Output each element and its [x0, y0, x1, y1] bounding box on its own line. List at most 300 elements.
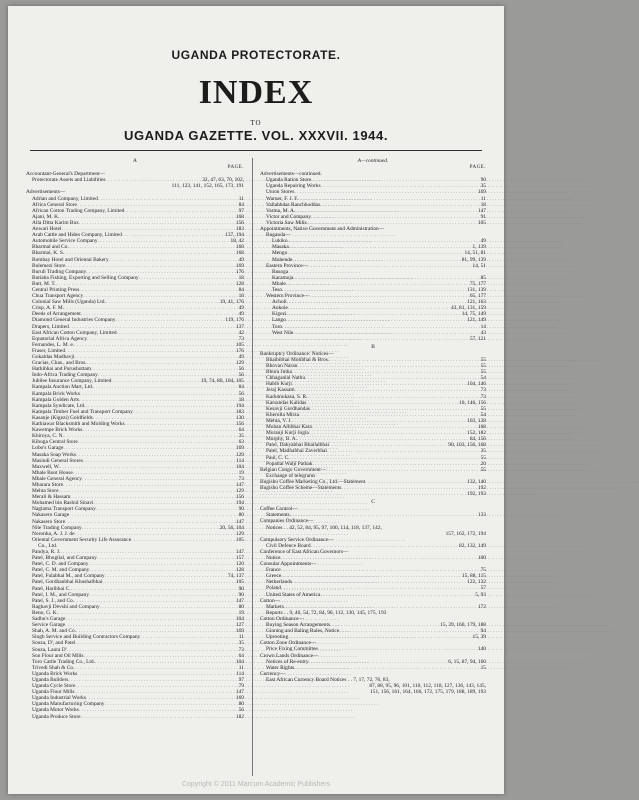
entry-title: Shah, A. M. and Co. — [32, 628, 77, 635]
entry-title: Uganda Flour Mills — [32, 689, 75, 696]
entry-title: Consular Appointments— — [260, 561, 317, 568]
index-entry — [260, 336, 486, 342]
entry-pages: 56 — [238, 707, 244, 714]
entry-title: Deeds of Arrangement — [32, 311, 81, 318]
entry-title: Victor and Company — [266, 213, 311, 220]
entry-title: Mbale — [272, 280, 286, 287]
entry-pages: 120 — [235, 561, 244, 568]
entry-title: Exchange of telegrams — [266, 472, 316, 479]
entry-pages: 157 — [235, 555, 244, 562]
entry-title: Butt, M. T. — [32, 280, 56, 287]
entry-title: Mbale Boot House — [32, 469, 73, 476]
entry-title: Habib Kurji — [266, 381, 292, 388]
entry-pages: 82, 132, 149 — [459, 542, 486, 549]
entry-title: Hathibhai and Purushottam — [32, 366, 91, 373]
entry-pages: 49 — [238, 256, 244, 263]
entry-pages: 168 — [235, 244, 244, 251]
entry-pages: 19, 41, 176 — [219, 299, 244, 306]
entry-pages: 90 — [480, 177, 486, 184]
entry-title: Indo-Africa Trading Company — [32, 372, 98, 379]
entry-pages: 91 — [480, 213, 486, 220]
entry-pages: 157, 162, 172, 194 — [445, 530, 486, 537]
entry-pages: 73 — [238, 646, 244, 653]
entry-title: Reports . . 9, 40, 54, 72, 84, 96, 112, 130, 145, 175, 193 — [266, 609, 387, 616]
entry-title: Jubilee Insurance Company, Limited — [32, 378, 112, 385]
section-letter: B — [371, 343, 375, 350]
entry-pages: 169 — [235, 628, 244, 635]
entry-title: African Cotton Trading Company, Limited — [32, 207, 125, 214]
entry-title: Karamoja — [272, 274, 294, 281]
entry-pages: 42 — [238, 329, 244, 336]
entry-title: Sadhu's Garage — [32, 616, 66, 623]
entry-title: Chhaganlal Nathu — [266, 375, 306, 382]
entry-title: Advertisements—continued. — [260, 171, 322, 178]
entry-pages: 90 — [238, 506, 244, 513]
entry-title: Oriental Government Security Life Assurance — [32, 536, 132, 543]
entry-pages: 129 — [235, 488, 244, 495]
entry-pages: 169 — [235, 695, 244, 702]
entry-title: Patel, Bhogilal, and Company — [32, 555, 97, 562]
entry-title: Uganda Brick Works — [32, 670, 78, 677]
entry-pages: 121, 149 — [467, 317, 486, 324]
entry-title: Patel, Madhabhai Zaverbhai — [266, 448, 327, 455]
entry-title: Civil Defence Board — [266, 542, 311, 549]
entry-pages: 156 — [235, 494, 244, 501]
entry-title: Toro — [272, 323, 283, 330]
entry-title: Bharmal and Co. — [32, 244, 69, 251]
entry-title: Ankole — [272, 305, 288, 312]
entry-title: Noronha, A. J. J. de — [32, 530, 75, 537]
entry-pages: 14, 51 — [472, 262, 486, 269]
entry-pages: 84 — [238, 286, 244, 293]
entry-pages: 14, 51, 81 — [464, 250, 486, 257]
entry-title: Buruli Trading Company — [32, 268, 87, 275]
entry-pages: 169 — [235, 445, 244, 452]
entry-pages: 114 — [236, 457, 244, 464]
entry-title: Mbarara Store — [32, 481, 63, 488]
entry-title: Mubende — [272, 256, 293, 263]
entry-pages: 54 — [480, 411, 486, 418]
entry-pages: 5, 93 — [475, 591, 486, 598]
entry-pages: 129 — [235, 360, 244, 367]
entry-title: Souza, D', and Patel — [32, 640, 76, 647]
entry-title: Accountant-General's Department— — [26, 171, 105, 178]
entry-pages: 105 — [477, 219, 486, 226]
entry-title: Gracias, Chas., and Bros. — [32, 360, 87, 367]
entry-pages: 97 — [238, 676, 244, 683]
dot-leader — [131, 537, 235, 543]
entry-pages: 20, 56, 104 — [219, 524, 244, 531]
entry-title: Patel, S. J., and Co. — [32, 597, 75, 604]
entry-title: Vallabhdas Ranchhoddas — [266, 201, 321, 208]
entry-title: Advertisements— — [26, 189, 66, 196]
entry-pages: 15, 88, 115 — [461, 573, 486, 580]
entry-pages: 18 — [238, 293, 244, 300]
entry-title: Central Printing Press — [32, 286, 80, 293]
entry-title: Varma, M. A. — [266, 207, 296, 214]
entry-pages: 56 — [238, 390, 244, 397]
entry-pages: 147 — [235, 597, 244, 604]
entry-title: Kathiawar Blacksmith and Molding Works — [32, 421, 125, 428]
entry-pages: 54 — [480, 375, 486, 382]
entry-pages: 152, 182 — [467, 430, 486, 437]
entry-title: Naglama Transport Company — [32, 506, 96, 513]
entry-title: Crisp, A. F. M. — [32, 305, 65, 312]
entry-pages: 104 — [235, 658, 244, 665]
entry-title: Cotton— — [260, 597, 281, 604]
gazette-heading: UGANDA GAZETTE. VOL. XXXVII. 1944. — [123, 128, 389, 143]
entry-pages: 75, 177 — [469, 280, 486, 287]
column-divider — [252, 158, 253, 776]
entry-title: Cotton Ordinance— — [260, 615, 304, 622]
entry-title: Co., Ltd. — [38, 542, 58, 549]
entry-title: Kigezi — [272, 311, 287, 318]
entry-pages: 137 — [235, 323, 244, 330]
entry-title: Automobile Service Company — [32, 238, 98, 245]
entry-title: East African Cotton Company, Limited — [32, 329, 117, 336]
entry-pages: 18, 42 — [230, 238, 244, 245]
entry-title: Butiaba Fishing, Exporting and Selling Company — [32, 274, 139, 281]
entry-pages: 192 — [477, 484, 486, 491]
entry-title: Buganda— — [266, 232, 291, 239]
entry-title: Colonial Saw Mills (Uganda) Ltd. — [32, 299, 106, 306]
to-label: TO — [250, 119, 262, 127]
entry-title: Teso — [272, 286, 283, 293]
entry-title: Masaka — [272, 244, 289, 251]
entry-title: Singh Service and Building Contractors Company — [32, 634, 141, 641]
entry-pages: 49 — [480, 238, 486, 245]
entry-title: Trivedi Shah & Co. — [32, 664, 75, 671]
entry-title: Protectorate Assets and Liabilities — [32, 177, 106, 184]
entry-title: Lobo's Garage — [32, 445, 64, 452]
entry-title: Lango — [272, 317, 286, 324]
entry-pages: 64 — [238, 427, 244, 434]
entry-pages: 168 — [477, 424, 486, 431]
entry-title: Uganda Produce Store — [32, 713, 81, 720]
entry-pages: 127 — [235, 622, 244, 629]
entry-pages: 90 — [238, 591, 244, 598]
dot-leader — [260, 491, 466, 497]
entry-pages: 19, 74, 80, 104, 105 — [200, 378, 244, 385]
dot-leader — [272, 336, 469, 342]
entry-title: Kadumukasa, S. R. — [266, 393, 308, 400]
entry-pages: 74, 137 — [227, 573, 244, 580]
entry-pages: 122, 132 — [467, 579, 486, 586]
entry-pages: 15, 39, 160, 179, 188 — [440, 622, 486, 629]
entry-title: Patel, Gordhanbhai Khushalbhai — [32, 579, 103, 586]
entry-title: Mbale General Agency — [32, 475, 82, 482]
entry-pages: 63 — [238, 439, 244, 446]
entry-title: Service Garage — [32, 622, 66, 629]
entry-pages: 55 — [480, 363, 486, 370]
entry-pages: 183 — [235, 226, 244, 233]
entry-pages: 172 — [477, 603, 486, 610]
entry-title: Uprooting — [266, 634, 289, 641]
entry-pages: 194 — [235, 402, 244, 409]
entry-title: Moranji Kurji Jogia — [266, 430, 309, 437]
entry-pages: 79 — [238, 683, 244, 690]
entry-pages: 55 — [480, 405, 486, 412]
entry-pages: 43 — [480, 329, 486, 336]
index-entry — [26, 537, 244, 543]
entry-pages: 140 — [477, 646, 486, 653]
entry-title: Masindi General Stores — [32, 457, 83, 464]
entry-title: Water Rights — [266, 664, 295, 671]
entry-title: Patel, Haribhai C. — [32, 585, 71, 592]
entry-pages: 87, 88, 95, 96, 101, 110, 112, 118, 127, 136, 143, 145, — [369, 682, 486, 689]
entry-title: Notice — [266, 555, 281, 561]
entry-pages: 85 — [480, 274, 486, 281]
entry-title: Toro Cattle Trading Co., Ltd. — [32, 658, 95, 665]
entry-pages: 147 — [235, 549, 244, 555]
entry-title: Gokaldas Madhavji — [32, 354, 75, 360]
entry-title: Mehta Store — [32, 488, 59, 495]
entry-pages: 18 — [480, 201, 486, 208]
entry-pages: 84 — [238, 384, 244, 391]
entry-pages: 131, 139 — [467, 286, 486, 293]
entry-pages: 55 — [480, 369, 486, 376]
entry-title: Markets — [266, 603, 284, 610]
entry-pages: 80 — [238, 701, 244, 708]
entry-title: United States of America — [266, 591, 321, 598]
entry-title: Mengo — [272, 250, 288, 257]
entry-title: Uganda Repairing Works — [266, 183, 321, 190]
entry-pages: 128 — [235, 567, 244, 574]
entry-title: Bhaibibhai Motibhai & Bros. — [266, 357, 330, 363]
protectorate-heading: UGANDA PROTECTORATE. — [171, 48, 341, 62]
entry-pages: 64 — [238, 652, 244, 659]
entry-title: Poland — [266, 585, 281, 592]
entry-pages: 18 — [238, 396, 244, 403]
index-title: INDEX — [198, 74, 314, 111]
entry-title: Popatlal Walji Pathak — [266, 460, 313, 467]
entry-title: Sun Flour and Oil Mills — [32, 652, 84, 659]
entry-title: Paul, C. C. — [266, 454, 290, 461]
entry-title: Greece — [266, 573, 282, 580]
entry-pages: 73 — [480, 393, 486, 400]
entry-title: Bombay Hotel and Oriental Bakery — [32, 256, 109, 263]
entry-pages: 49 — [238, 305, 244, 312]
section-letter: A — [133, 158, 137, 164]
entry-title: Bharmal, K. S. — [32, 250, 65, 257]
entry-pages: 55 — [480, 357, 486, 363]
entry-title: Arab Cattle and Hides Company, Limited — [32, 232, 122, 239]
entry-title: Bhura Jutha — [266, 369, 292, 376]
dot-leader — [318, 646, 477, 652]
entry-title: Patel, C. D. and Company — [32, 561, 89, 568]
entry-pages: 1, 139 — [472, 244, 486, 251]
entry-title: Pandya, R. J. — [32, 549, 61, 555]
entry-pages: 10, 146, 156 — [459, 399, 486, 406]
entry-pages: 133 — [477, 512, 486, 519]
entry-title: Fernandes, L. M. e. — [32, 341, 75, 348]
entry-pages: 182 — [235, 713, 244, 720]
entry-pages: 73 — [238, 335, 244, 342]
entry-pages: 35 — [238, 433, 244, 440]
entry-pages: 55 — [480, 466, 486, 473]
entry-pages: 20 — [480, 460, 486, 467]
entry-pages: 57 — [480, 585, 486, 592]
entry-title: Patel, Dahyabhai Bhailalbhai — [266, 442, 330, 449]
entry-pages: 6, 15, 87, 94, 160 — [448, 658, 486, 665]
index-entry — [260, 592, 486, 598]
page-column-label: PAGE. — [469, 165, 486, 171]
copyright-footer: Copyright © 2011 Marcum Academic Publishers — [181, 781, 331, 788]
section-letter: A—continued. — [357, 158, 389, 164]
entry-pages: 84, 156 — [469, 436, 486, 443]
entry-title: Kesavji Gordhandas — [266, 405, 310, 412]
entry-title: Lukiko — [272, 238, 288, 245]
entry-title: France — [266, 567, 281, 574]
entry-pages: 151, 156, 161, 164, 166, 172, 175, 179, 188, 189, 193 — [370, 689, 486, 696]
entry-title: Kawempe Brick Works — [32, 427, 83, 434]
entry-pages: 147 — [235, 481, 244, 488]
entry-title: Nile Trading Company — [32, 524, 82, 531]
entry-title: Chua Transport Agency — [32, 293, 84, 300]
right-index-column — [260, 156, 486, 695]
entry-title: Coffee Control— — [260, 506, 298, 513]
entry-pages: 11 — [238, 195, 244, 202]
entry-title: East African Currency Board Notices . . 7, 17, 72, 76, 83, — [266, 676, 390, 683]
index-heading-entry — [260, 491, 486, 497]
entry-pages: 156 — [235, 421, 244, 428]
entry-title: Notices of Re-entry — [266, 658, 309, 665]
entry-title: Adrian and Company, Limited — [32, 195, 98, 202]
dot-leader — [320, 592, 474, 598]
entry-pages: 119, 176 — [225, 317, 244, 324]
entry-title: Raghavji Devshi and Company — [32, 603, 100, 610]
entry-title: Busoga — [272, 268, 289, 275]
index-entry — [260, 263, 486, 269]
entry-title: Cotton Zone Ordinance— — [260, 640, 317, 647]
entry-pages: 192, 193 — [467, 491, 486, 498]
entry-pages: 11 — [238, 634, 244, 641]
page-column-label: PAGE. — [227, 165, 244, 171]
entry-title: Alla Ditta Karim Bux — [32, 219, 79, 226]
dot-leader — [81, 714, 235, 720]
entry-pages: 194 — [235, 500, 244, 507]
index-page — [8, 6, 504, 794]
entry-pages: 90 — [238, 585, 244, 592]
entry-pages: 35 — [238, 640, 244, 647]
section-letter: C — [371, 499, 375, 506]
entry-pages: 105 — [235, 536, 244, 543]
entry-title: Bankruptcy Ordinance: Notices— — [260, 350, 334, 357]
entry-pages: 137, 194 — [225, 232, 244, 239]
entry-pages: 35 — [480, 448, 486, 455]
entry-pages: 56 — [238, 372, 244, 379]
entry-pages: 73 — [480, 387, 486, 394]
entry-title: Compulsory Service Ordinance— — [260, 536, 334, 543]
entry-pages: 14 — [480, 323, 486, 330]
entry-pages: 130 — [235, 414, 244, 421]
entry-title: Uganda Motor Works — [32, 707, 79, 714]
entry-pages: 65, 177 — [469, 293, 486, 300]
entry-pages: 128 — [235, 280, 244, 287]
entry-title: Maxwell, W. — [32, 463, 60, 470]
entry-title: Belgian Congo Government— — [260, 466, 327, 473]
entry-pages: 132, 140 — [467, 478, 486, 485]
index-entry — [260, 665, 486, 671]
entry-title: Uganda Builders — [32, 676, 69, 683]
entry-title: Ginning and Baling Rules, Notice — [266, 628, 340, 635]
entry-title: Uganda Ration Store — [266, 177, 312, 184]
entry-pages: 55 — [480, 454, 486, 461]
entry-pages: 104 — [235, 463, 244, 470]
entry-pages: 104, 146 — [467, 381, 486, 388]
entry-title: Bulemezi Store — [32, 262, 66, 269]
entry-title: Nakasero Garage — [32, 512, 70, 519]
entry-title: Eastern Province— — [266, 262, 309, 269]
entry-title: Currency— — [260, 670, 286, 677]
entry-pages: 105 — [235, 579, 244, 586]
entry-pages: 156 — [235, 219, 244, 226]
entry-title: Victoria Saw Mills — [266, 219, 307, 226]
entry-pages: 19 — [238, 609, 244, 616]
entry-pages: 84 — [238, 201, 244, 208]
entry-title: Buying Season Arrangements — [266, 622, 331, 629]
entry-title: Kampala Brick Works — [32, 390, 80, 397]
entry-title: Crown Lands Ordinance— — [260, 652, 319, 659]
header-rule — [30, 150, 482, 151]
entry-pages: 11 — [480, 195, 486, 202]
entry-pages: 103, 128 — [467, 417, 486, 424]
entry-pages-continued — [260, 689, 486, 695]
entry-title: Patel, Fulabhai M., and Company — [32, 573, 105, 580]
entry-title: Anwari Hotel — [32, 226, 62, 233]
entry-pages: 75 — [480, 567, 486, 574]
entry-title: Ajani, M. K. — [32, 213, 60, 220]
entry-pages: 147 — [235, 689, 244, 696]
entry-title: Notices . . 42, 52, 84, 95, 97, 100, 114, 118, 137, 142, — [266, 524, 382, 531]
entry-pages: 147 — [235, 518, 244, 525]
entry-pages: 49 — [238, 354, 244, 360]
entry-pages: 114 — [236, 670, 244, 677]
entry-title: Warner, F. J. F. — [266, 195, 299, 202]
entry-pages: 183 — [235, 408, 244, 415]
dot-leader — [326, 467, 479, 473]
entry-title: Murphy, B. A. — [266, 436, 297, 443]
entry-title: Western Province— — [266, 293, 310, 300]
entry-title: Khiroya, C. N. — [32, 433, 64, 440]
entry-title: Patel, I. M., and Company — [32, 591, 89, 598]
entry-title: Fraser, Limited — [32, 347, 66, 354]
entry-pages: 35 — [480, 183, 486, 190]
left-index-column — [26, 156, 244, 720]
entry-title: Karsandas Kalidas — [266, 399, 307, 406]
dot-leader — [290, 512, 477, 518]
entry-title: Mohan Allibhai Kara — [266, 424, 312, 431]
entry-title: Kiboga Central Store — [32, 439, 78, 446]
entry-title: Kasanje (Kigezi) Goldfields — [32, 414, 93, 421]
entry-pages: 97 — [238, 207, 244, 214]
entry-title: Bugishu Coffee Marketing Co., Ltd.—Statement — [260, 478, 366, 485]
entry-title: Conference of East African Governors— — [260, 548, 349, 555]
entry-pages: 57, 121 — [469, 335, 486, 342]
entry-title: Drapers, Limited — [32, 323, 69, 330]
entry-pages: 147 — [477, 207, 486, 214]
entry-pages: 168 — [235, 213, 244, 220]
entry-pages: 14, 75, 149 — [461, 311, 486, 318]
entry-title: Price Fixing Committee — [266, 646, 318, 653]
entry-pages: 129 — [235, 451, 244, 458]
entry-pages: 18 — [238, 274, 244, 281]
entry-title: Jeraj Kassam — [266, 387, 295, 394]
entry-pages: 176 — [235, 268, 244, 275]
entry-pages: 129 — [235, 530, 244, 537]
entry-title: Union Stores — [266, 189, 295, 196]
entry-pages: 100 — [477, 555, 486, 561]
